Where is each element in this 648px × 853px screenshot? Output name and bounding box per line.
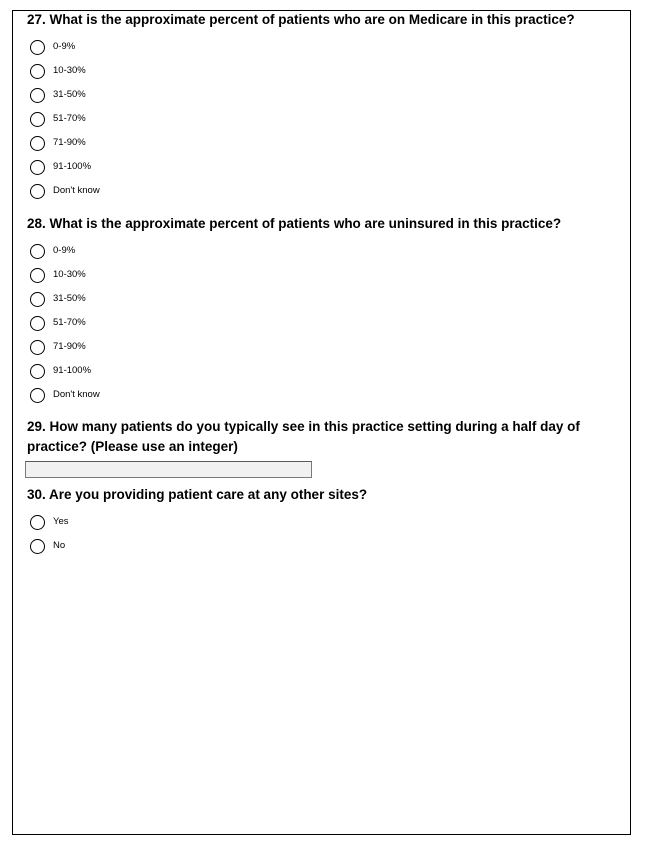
radio-button[interactable] (30, 244, 45, 259)
radio-button[interactable] (30, 268, 45, 283)
question-30-title: 30. Are you providing patient care at any other sites? (27, 487, 368, 502)
q27-option-0-9[interactable] (27, 35, 607, 59)
q30-option-no[interactable] (27, 534, 607, 558)
q28-option-0-9[interactable] (27, 239, 607, 263)
question-27-title: 27. What is the approximate percent of patients who are on Medicare in this practice? (27, 12, 575, 27)
q28-option-dont-know[interactable] (27, 383, 607, 407)
q28-option-31-50[interactable] (27, 287, 607, 311)
radio-button[interactable] (30, 40, 45, 55)
option-label: 91-100% (53, 161, 92, 172)
q30-option-yes[interactable] (27, 510, 607, 534)
q27-option-71-90[interactable] (27, 131, 607, 155)
option-label: 0-9% (53, 41, 76, 52)
q27-option-dont-know[interactable] (27, 179, 607, 203)
question-29-title: 29. How many patients do you typically see in this practice setting during a half day of practice? (Please use an integer) (27, 419, 580, 454)
radio-button[interactable] (30, 316, 45, 331)
q27-option-10-30[interactable] (27, 59, 607, 83)
option-label: 71-90% (53, 137, 86, 148)
option-label: Don't know (53, 185, 100, 196)
q28-option-91-100[interactable] (27, 359, 607, 383)
radio-button[interactable] (30, 64, 45, 79)
question-30 (27, 485, 607, 558)
option-label: 71-90% (53, 341, 86, 352)
q28-option-51-70[interactable] (27, 311, 607, 335)
radio-button[interactable] (30, 340, 45, 355)
q27-option-51-70[interactable] (27, 107, 607, 131)
q28-option-71-90[interactable] (27, 335, 607, 359)
option-label: 10-30% (53, 269, 86, 280)
question-30-options (27, 510, 607, 558)
option-label: No (53, 540, 66, 551)
q27-option-91-100[interactable] (27, 155, 607, 179)
q28-option-10-30[interactable] (27, 263, 607, 287)
option-label: Yes (53, 516, 69, 527)
radio-button[interactable] (30, 88, 45, 103)
radio-button[interactable] (30, 515, 45, 530)
patients-per-half-day-input[interactable] (25, 461, 312, 478)
question-29 (27, 417, 607, 478)
option-label: 31-50% (53, 89, 86, 100)
radio-button[interactable] (30, 112, 45, 127)
option-label: 51-70% (53, 113, 86, 124)
radio-button[interactable] (30, 539, 45, 554)
question-28-title: 28. What is the approximate percent of patients who are uninsured in this practice? (27, 216, 562, 231)
option-label: 0-9% (53, 245, 76, 256)
radio-button[interactable] (30, 184, 45, 199)
radio-button[interactable] (30, 292, 45, 307)
option-label: 10-30% (53, 65, 86, 76)
question-27 (27, 10, 607, 203)
option-label: 51-70% (53, 317, 86, 328)
option-label: Don't know (53, 389, 100, 400)
question-28-options (27, 239, 607, 407)
radio-button[interactable] (30, 136, 45, 151)
option-label: 91-100% (53, 365, 92, 376)
radio-button[interactable] (30, 160, 45, 175)
question-27-options (27, 35, 607, 203)
radio-button[interactable] (30, 388, 45, 403)
radio-button[interactable] (30, 364, 45, 379)
question-28 (27, 214, 607, 407)
q27-option-31-50[interactable] (27, 83, 607, 107)
option-label: 31-50% (53, 293, 86, 304)
